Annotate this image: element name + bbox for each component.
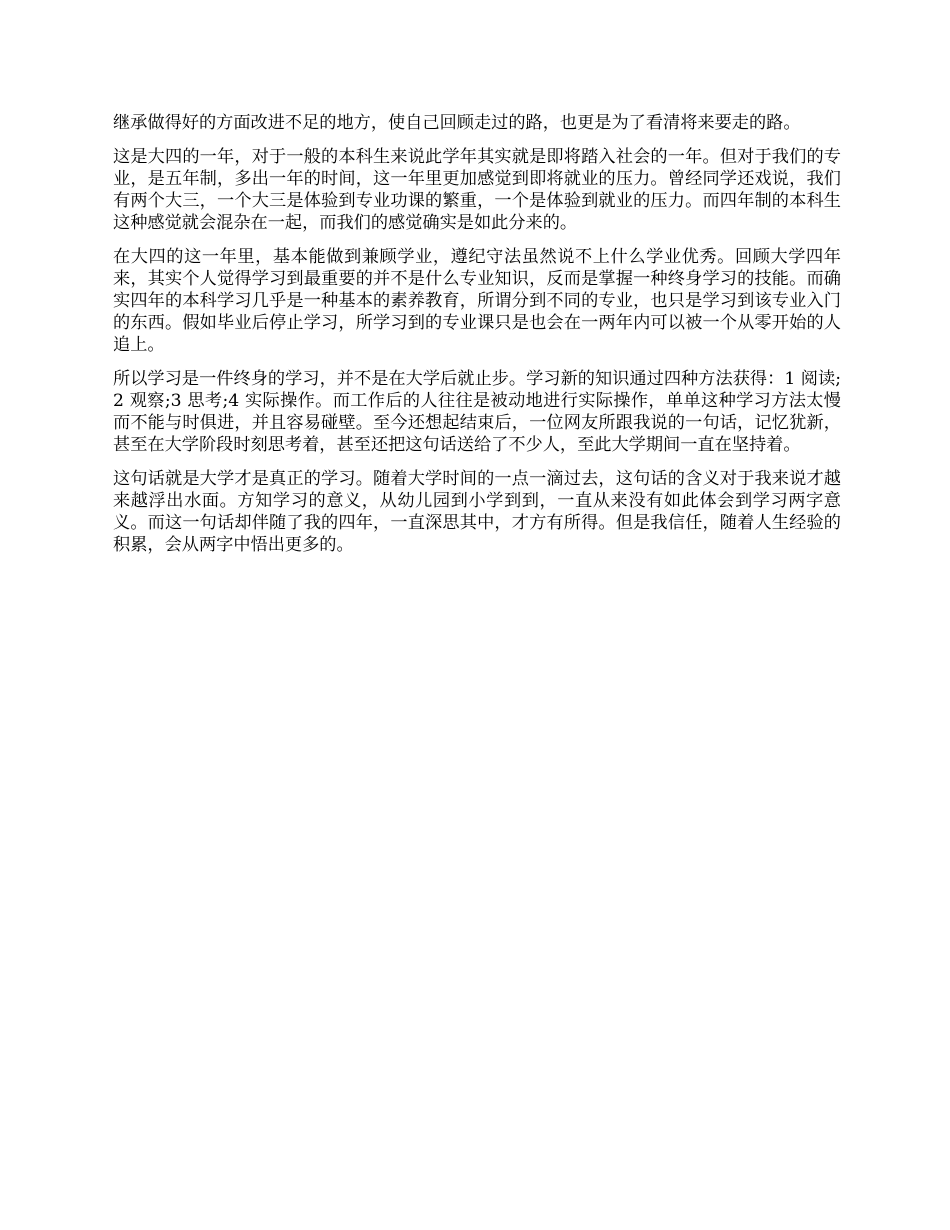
paragraph-1: 继承做得好的方面改进不足的地方，使自己回顾走过的路，也更是为了看清将来要走的路。 (113, 113, 801, 133)
paragraph-3: 在大四的这一年里，基本能做到兼顾学业，遵纪守法虽然说不上什么学业优秀。回顾大学四年来，其实个人觉得学习到最重要的并不是什么专业知识，反而是掌握一种终身学习的技能。而确实四年的本科学习几乎是一种基本的素养教育，所谓分到不同的专业，也只是学习到该专业入门的东西。假如毕业后停止学习，所学习到的专业课只是也会在一两年内可以被一个从零开始的人追上。 (113, 247, 841, 355)
paragraph-5: 这句话就是大学才是真正的学习。随着大学时间的一点一滴过去，这句话的含义对于我来说才越来越浮出水面。方知学习的意义，从幼儿园到小学到到，一直从来没有如此体会到学习两字意义。而这一句话却伴随了我的四年，一直深思其中，才方有所得。但是我信任，随着人生经验的积累，会从两字中悟出更多的。 (113, 469, 841, 555)
paragraph-4: 所以学习是一件终身的学习，并不是在大学后就止步。学习新的知识通过四种方法获得：1 阅读;2 观察;3 思考;4 实际操作。而工作后的人往往是被动地进行实际操作，单单这种学习方法太慢而不能与时俱进，并且容易碰壁。至今还想起结束后，一位网友所跟我说的一句话，记忆犹新，甚至在大学阶段时刻思考着，甚至还把这句话送给了不少人，至此大学期间一直在坚持着。 (113, 369, 841, 455)
document-body (113, 112, 841, 568)
paragraph-2: 这是大四的一年，对于一般的本科生来说此学年其实就是即将踏入社会的一年。但对于我们的专业，是五年制，多出一年的时间，这一年里更加感觉到即将就业的压力。曾经同学还戏说，我们有两个大三，一个大三是体验到专业功课的繁重，一个是体验到就业的压力。而四年制的本科生这种感觉就会混杂在一起，而我们的感觉确实是如此分来的。 (113, 147, 841, 233)
